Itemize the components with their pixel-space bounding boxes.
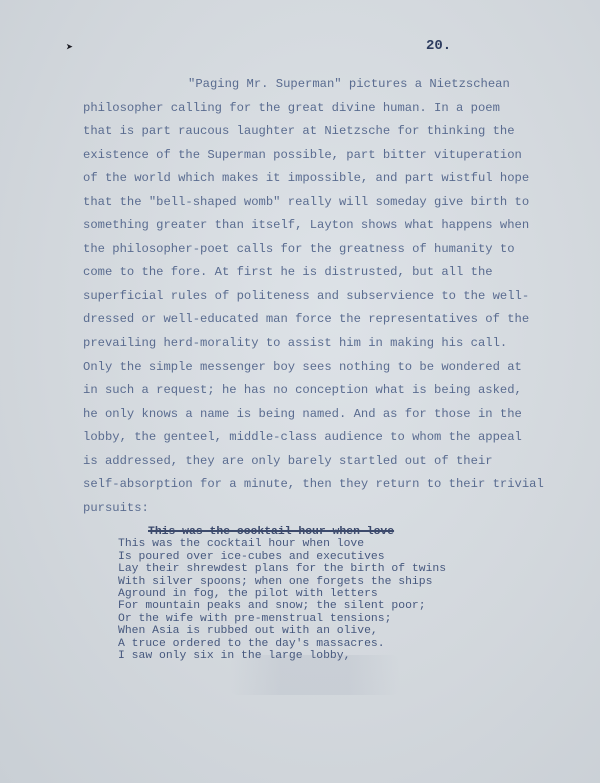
verse-line: Aground in fog, the pilot with letters: [118, 587, 378, 600]
prose-line: in such a request; he has no conception what is being asked,: [83, 383, 522, 398]
verse-line: Lay their shrewdest plans for the birth of twins: [118, 563, 447, 576]
prose-paragraph: [83, 73, 543, 520]
prose-line: come to the fore. At first he is distrusted, but all the: [83, 265, 493, 280]
struck-through-verse-line: This was the cocktail hour when love: [148, 526, 395, 538]
prose-line: something greater than itself, Layton shows what happens when: [83, 218, 530, 233]
prose-line: the philosopher-poet calls for the greatness of humanity to: [83, 241, 515, 256]
prose-line: Only the simple messenger boy sees nothing to be wondered at: [83, 359, 522, 374]
prose-line: dressed or well-educated man force the representatives of the: [83, 312, 530, 327]
bleed-through-stamp: [230, 655, 400, 695]
poem-quotation: [118, 526, 446, 662]
prose-line: he only knows a name is being named. And as for those in the: [83, 406, 522, 421]
page-number: 20.: [426, 38, 452, 54]
verse-line: For mountain peaks and snow; the silent poor;: [118, 600, 426, 613]
verse-line: I saw only six in the large lobby,: [118, 649, 351, 662]
prose-line: is addressed, they are only barely startled out of their: [83, 453, 493, 468]
prose-line: of the world which makes it impossible, and part wistful hope: [83, 171, 530, 186]
prose-line: that is part raucous laughter at Nietzsche for thinking the: [83, 124, 515, 139]
prose-line: prevailing herd-morality to assist him in making his call.: [83, 336, 508, 351]
verse-line: Is poured over ice-cubes and executives: [118, 550, 385, 563]
verse-line: This was the cocktail hour when love: [118, 538, 365, 551]
prose-line: pursuits:: [83, 500, 149, 515]
prose-line: that the "bell-shaped womb" really will someday give birth to: [83, 194, 530, 209]
verse-line: A truce ordered to the day's massacres.: [118, 637, 385, 650]
verse-line: With silver spoons; when one forgets the ships: [118, 575, 433, 588]
verse-line: Or the wife with pre-menstrual tensions;: [118, 612, 392, 625]
pin-hole-mark: ➤: [66, 41, 74, 55]
prose-line: self-absorption for a minute, then they return to their trivial: [83, 477, 544, 492]
prose-line: superficial rules of politeness and subservience to the well-: [83, 288, 530, 303]
prose-line: "Paging Mr. Superman" pictures a Nietzschean: [188, 77, 510, 91]
prose-line: existence of the Superman possible, part bitter vituperation: [83, 147, 522, 162]
verse-line: When Asia is rubbed out with an olive,: [118, 625, 378, 638]
prose-line: philosopher calling for the great divine human. In a poem: [83, 100, 500, 115]
prose-line: lobby, the genteel, middle-class audience to whom the appeal: [83, 430, 522, 445]
